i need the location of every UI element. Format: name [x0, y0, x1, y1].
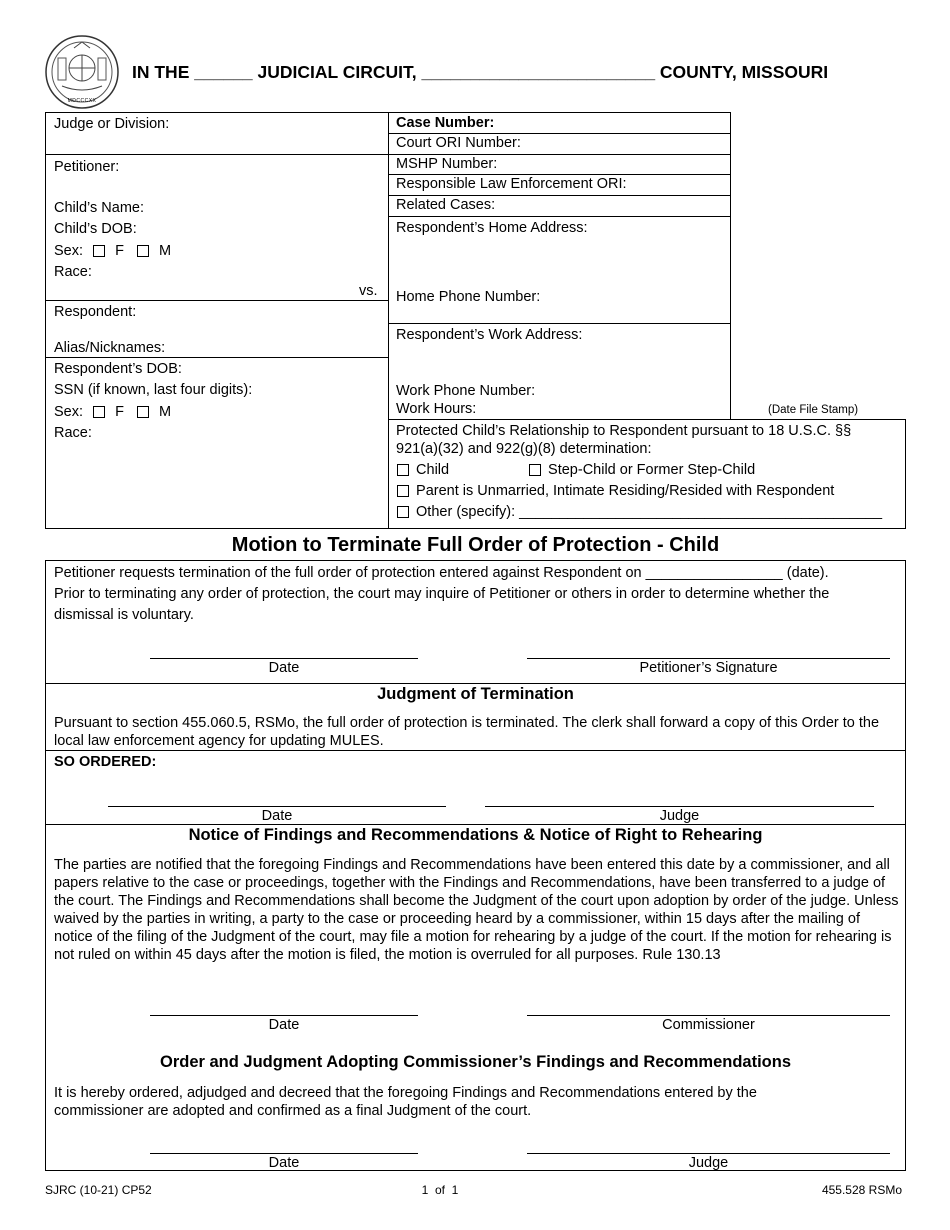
- petitioner-signature-label: Petitioner’s Signature: [639, 660, 778, 676]
- adopt-text: It is hereby ordered, adjudged and decreed that the foregoing Findings and Recommendations entered by the commissioner are adopted and confirmed as a final Judgment of the court.: [54, 1085, 757, 1119]
- motion-line3: dismissal is voluntary.: [54, 607, 194, 623]
- respondent-race-label: Race:: [54, 425, 92, 441]
- adopt-judge-label: Judge: [688, 1155, 729, 1171]
- adopt-title: Order and Judgment Adopting Commissioner’s Findings and Recommendations: [159, 1053, 792, 1071]
- child-dob-label: Child’s DOB:: [54, 221, 137, 237]
- other-option-label: Other (specify): _____________________________________________: [416, 504, 883, 520]
- child-sex-label: Sex:: [54, 243, 84, 259]
- respondent-sex-f-label: F: [115, 404, 124, 420]
- relationship-line1: Protected Child’s Relationship to Respondent pursuant to 18 U.S.C. §§: [396, 423, 852, 439]
- child-sex-m-checkbox[interactable]: [137, 245, 149, 257]
- child-checkbox[interactable]: [397, 464, 409, 476]
- respondent-sex-label: Sex:: [54, 404, 84, 420]
- parent-option-label: Parent is Unmarried, Intimate Residing/Resided with Respondent: [416, 483, 835, 499]
- so-ordered-label: SO ORDERED:: [54, 754, 157, 770]
- motion-line2: Prior to terminating any order of protection, the court may inquire of Petitioner or others in order to determine whether the: [54, 586, 830, 602]
- option-step-row: [529, 462, 755, 478]
- respondent-sex-m-label: M: [159, 404, 172, 420]
- vs-label: vs.: [359, 283, 378, 299]
- form-id: SJRC (10-21) CP52: [45, 1183, 152, 1197]
- respondent-dob-label: Respondent’s DOB:: [54, 361, 182, 377]
- judgment-judge-label: Judge: [659, 808, 700, 824]
- child-name-label: Child’s Name:: [54, 200, 144, 216]
- work-address-label: Respondent’s Work Address:: [396, 327, 583, 343]
- child-sex-f-checkbox[interactable]: [93, 245, 105, 257]
- notice-title: Notice of Findings and Recommendations & Notice of Right to Rehearing: [188, 826, 763, 844]
- respondent-label: Respondent:: [54, 304, 137, 320]
- step-child-checkbox[interactable]: [529, 464, 541, 476]
- judgment-title: Judgment of Termination: [377, 685, 574, 703]
- seal-text: MDCCCXX: [67, 98, 97, 104]
- motion-title: Motion to Terminate Full Order of Protection - Child: [231, 534, 720, 556]
- case-number-label: Case Number:: [396, 115, 495, 131]
- home-address-label: Respondent’s Home Address:: [396, 220, 588, 236]
- step-child-option-label: Step-Child or Former Step-Child: [548, 462, 756, 478]
- child-sex-f-label: F: [115, 243, 124, 259]
- home-phone-label: Home Phone Number:: [396, 289, 541, 305]
- judge-division-label: Judge or Division:: [54, 116, 170, 132]
- option-child-row: [397, 462, 449, 478]
- adopt-date-label: Date: [268, 1155, 300, 1171]
- motion-date-label: Date: [268, 660, 300, 676]
- option-parent-row: [397, 483, 834, 499]
- child-sex-m-label: M: [159, 243, 172, 259]
- child-race-label: Race:: [54, 264, 92, 280]
- law-ori-label: Responsible Law Enforcement ORI:: [396, 176, 627, 192]
- statute-reference: 455.528 RSMo: [821, 1183, 902, 1197]
- ssn-label: SSN (if known, last four digits):: [54, 382, 253, 398]
- option-other-row: [397, 504, 882, 520]
- work-phone-label: Work Phone Number:: [396, 383, 536, 399]
- notice-text: The parties are notified that the foregoing Findings and Recommendations have been entered this date by a commissioner, and all papers relative to the case or proceedings, together with the Findings and Recommendations, have been transferred to a judge of the court. The Findings and Recommendations shall become the Judgment of the court upon adoption by order of the judge. Unless waived by the parties in writing, a party to the case or proceeding heard by a commissioner, within 15 days after the mailing of notice of the filing of the Judgment of the court, may file a motion for rehearing by a judge of the court. If the motion for rehearing is not ruled on within 45 days after the motion is filed, the motion is overruled for all purposes. Rule 130.13: [54, 857, 899, 963]
- parent-checkbox[interactable]: [397, 485, 409, 497]
- page-number: 1 of 1: [421, 1183, 459, 1197]
- court-ori-label: Court ORI Number:: [396, 135, 521, 151]
- respondent-sex-m-checkbox[interactable]: [137, 406, 149, 418]
- work-hours-label: Work Hours:: [396, 401, 477, 417]
- date-file-stamp-label: (Date File Stamp): [768, 404, 859, 416]
- child-sex-row: [54, 243, 171, 259]
- commissioner-label: Commissioner: [662, 1017, 755, 1033]
- judgment-text: Pursuant to section 455.060.5, RSMo, the full order of protection is terminated. The clerk shall forward a copy of this Order to the local law enforcement agency for updating MULES.: [54, 715, 880, 749]
- motion-line1: Petitioner requests termination of the full order of protection entered against Respondent on _________________ (date).: [54, 565, 829, 581]
- respondent-sex-f-checkbox[interactable]: [93, 406, 105, 418]
- relationship-line2: 921(a)(32) and 922(g)(8) determination:: [396, 441, 652, 457]
- respondent-sex-row: [54, 404, 171, 420]
- court-header: IN THE ______ JUDICIAL CIRCUIT, ________________________ COUNTY, MISSOURI: [132, 62, 829, 82]
- mshp-label: MSHP Number:: [396, 156, 498, 172]
- notice-date-label: Date: [268, 1017, 300, 1033]
- petitioner-label: Petitioner:: [54, 159, 120, 175]
- state-seal: [44, 34, 120, 110]
- other-checkbox[interactable]: [397, 506, 409, 518]
- child-option-label: Child: [416, 462, 450, 478]
- alias-label: Alias/Nicknames:: [54, 340, 166, 356]
- judgment-date-label: Date: [261, 808, 293, 824]
- related-cases-label: Related Cases:: [396, 197, 496, 213]
